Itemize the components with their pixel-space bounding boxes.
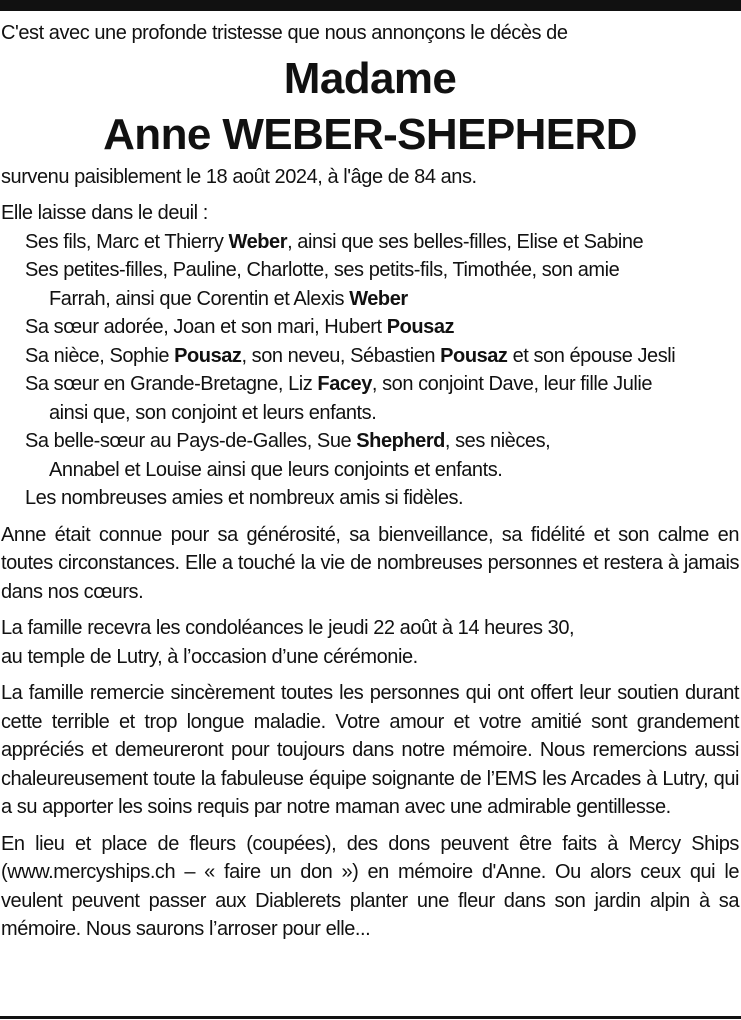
bottom-rule [0,1016,741,1019]
ceremony-line: La famille recevra les condoléances le jeudi 22 août à 14 heures 30, [1,617,575,639]
deceased-title [1,51,739,163]
mourner-line: Ses fils, Marc et Thierry Weber, ainsi que ses belles-filles, Elise et Sabine [25,230,644,253]
ceremony-paragraph [1,614,739,671]
mourner-line: Sa sœur en Grande-Bretagne, Liz Facey, son conjoint Dave, leur fille Julie [25,373,653,395]
mourners-heading: Elle laisse dans le deuil : [1,202,208,224]
mourner-line: Sa sœur adorée, Joan et son mari, Hubert Pousaz [25,316,455,338]
obituary-notice [1,19,739,944]
honorific: Madame [283,53,457,103]
deceased-name: Anne WEBER-SHEPHERD [103,109,637,159]
mourner-line: Ses petites-filles, Pauline, Charlotte, ses petits-fils, Timothée, son amie [25,259,620,281]
top-rule [0,0,741,11]
mourner-line: Annabel et Louise ainsi que leurs conjoints et enfants. [49,458,503,481]
mourner-line: Farrah, ainsi que Corentin et Alexis Weber [49,287,408,310]
mourner-line: ainsi que, son conjoint et leurs enfants. [49,401,377,424]
mourner-line: Sa belle-sœur au Pays-de-Galles, Sue Shepherd, ses nièces, [25,430,551,452]
passing-statement: survenu paisiblement le 18 août 2024, à l'âge de 84 ans. [1,165,477,188]
donations-paragraph: En lieu et place de fleurs (coupées), des dons peuvent être faits à Mercy Ships (www.mercyships.ch – « faire un don ») en mémoire d'Anne. Ou alors ceux qui le veulent peuvent passer aux Diablerets planter une fleur dans son jardin alpin à sa mémoire. Nous saurons l’arroser pour elle... [1,832,739,940]
mourner-line: Sa nièce, Sophie Pousaz, son neveu, Sébastien Pousaz et son épouse Jesli [25,344,676,367]
thanks-paragraph: La famille remercie sincèrement toutes les personnes qui ont offert leur soutien durant cette terrible et trop longue maladie. Votre amour et votre amitié sont grandement appréciés et demeureront pour toujours dans notre mémoire. Nous remercions aussi chaleureusement toute la fabuleuse équipe soignante de l’EMS les Arcades à Lutry, qui a su apporter les soins requis par notre maman avec une admirable gentillesse. [1,682,739,818]
tribute-paragraph: Anne était connue pour sa générosité, sa bienveillance, sa fidélité et son calme en toutes circonstances. Elle a touché la vie de nombreuses personnes et restera à jamais dans nos cœurs. [1,523,739,603]
intro-text: C'est avec une profonde tristesse que nous annonçons le décès de [1,22,568,44]
mourners-list [1,199,739,513]
ceremony-line: au temple de Lutry, à l’occasion d’une cérémonie. [1,645,418,668]
mourner-line: Les nombreuses amies et nombreux amis si fidèles. [25,487,464,509]
